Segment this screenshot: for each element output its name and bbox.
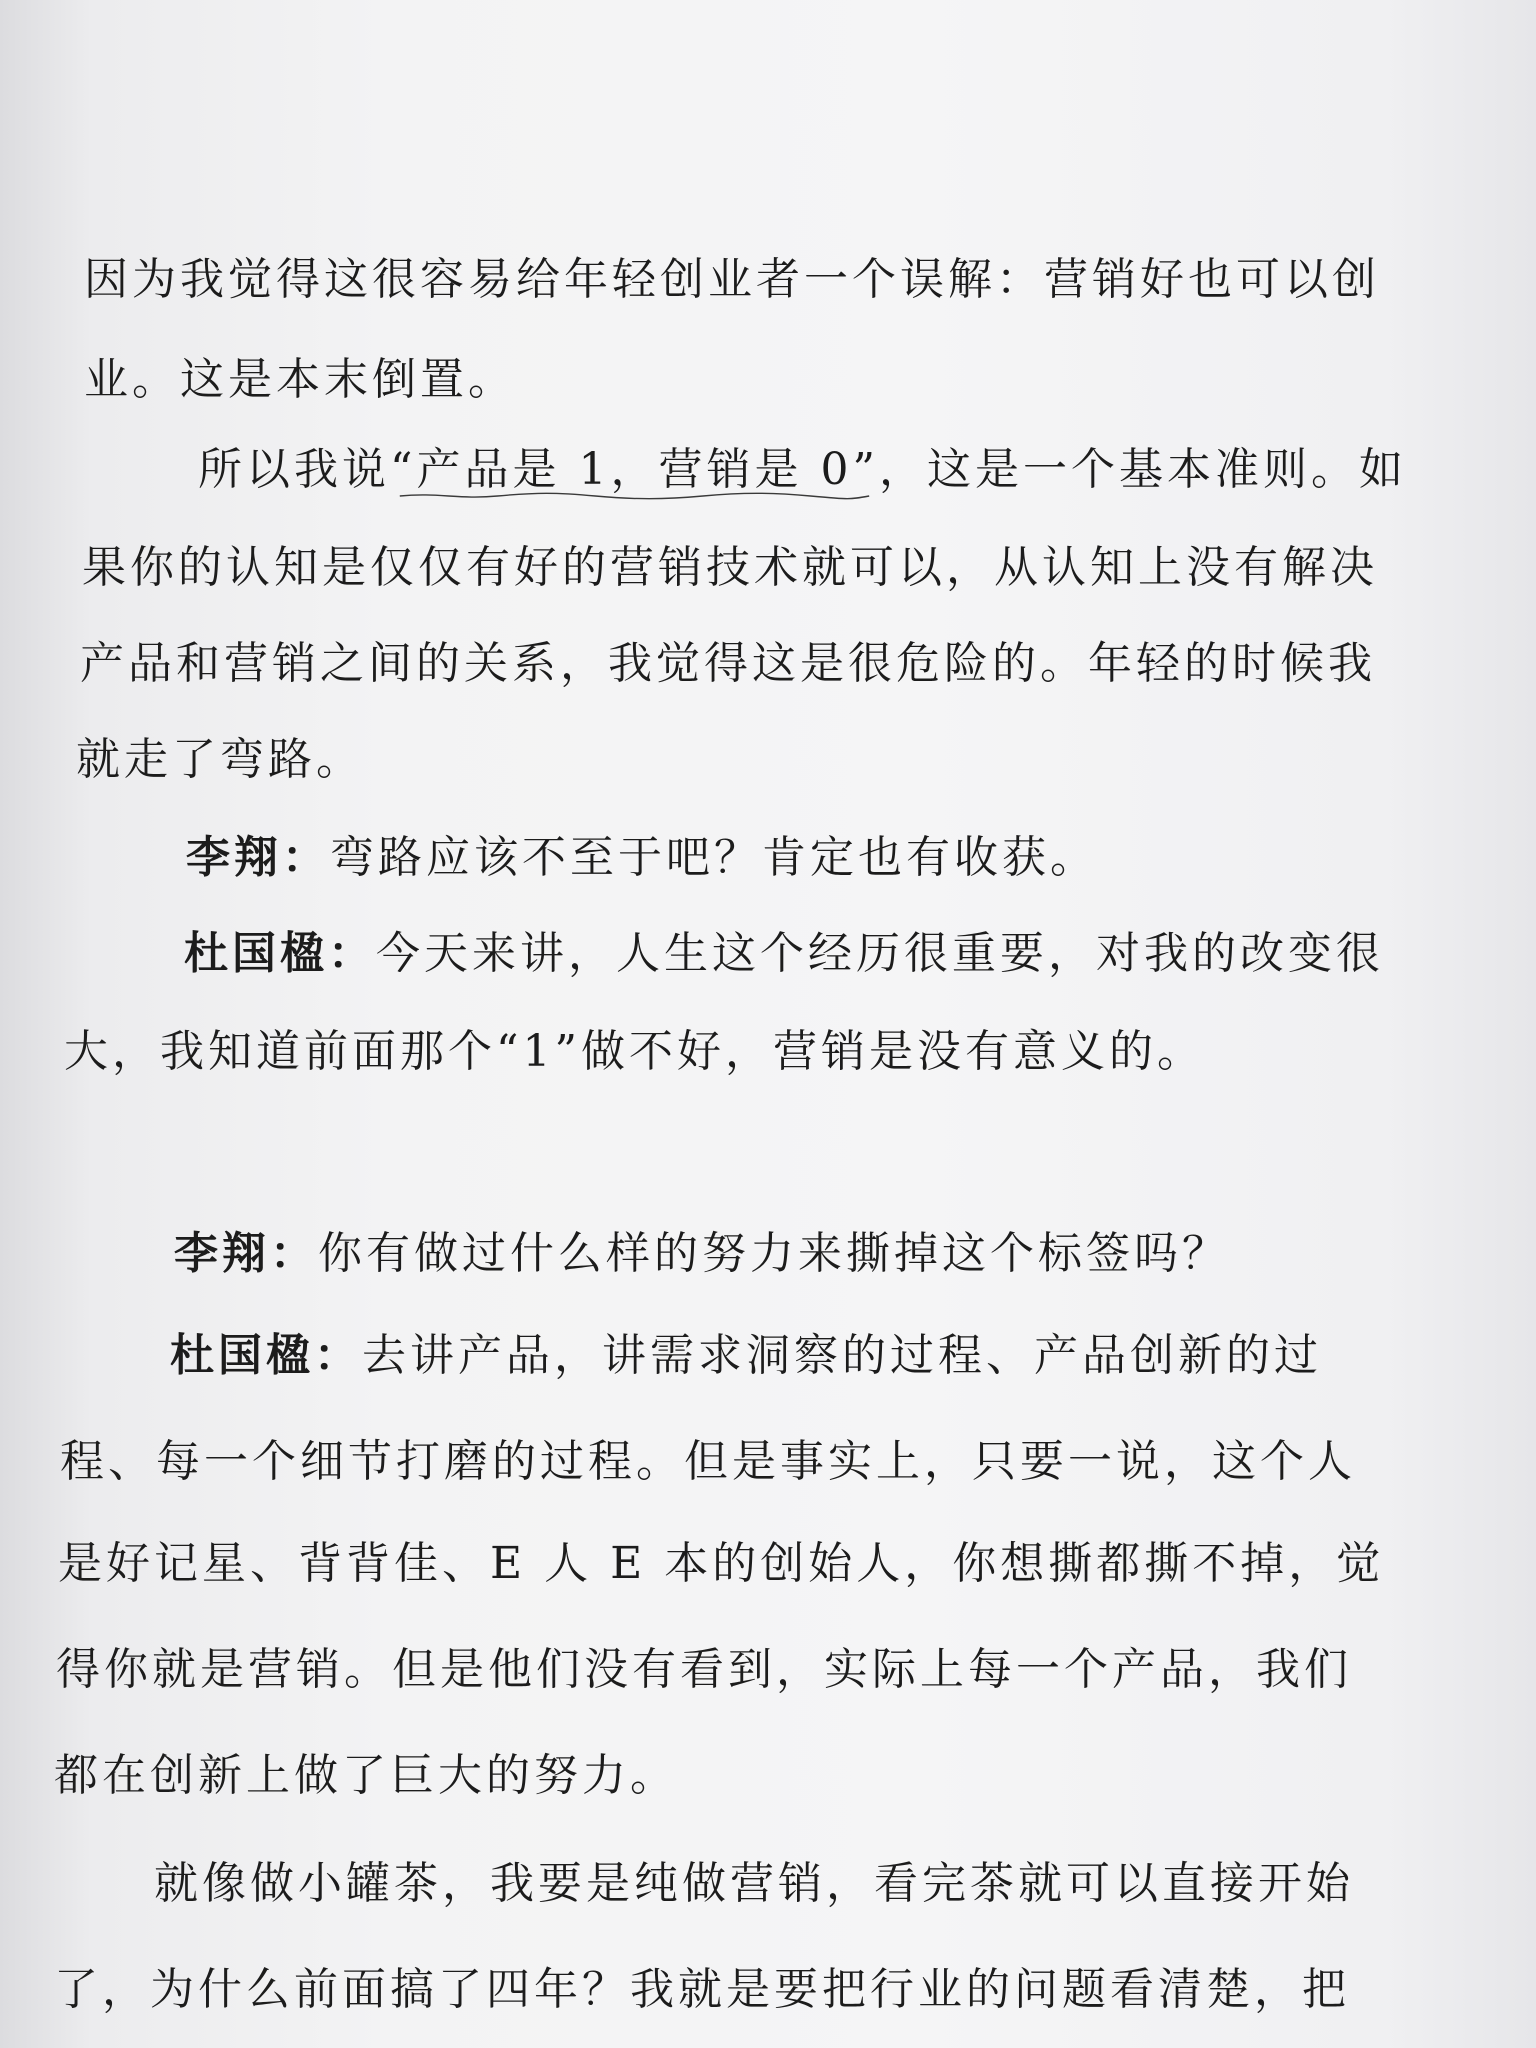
- speaker-name: 杜国楹：: [184, 928, 376, 979]
- text-line: 产品和营销之间的关系，我觉得这是很危险的。年轻的时候我: [80, 638, 1376, 689]
- text-line: 因为我觉得这很容易给年轻创业者一个误解：营销好也可以创: [84, 254, 1380, 305]
- text-line: 都在创新上做了巨大的努力。: [54, 1750, 678, 1801]
- speaker-name: 李翔：: [186, 832, 330, 883]
- dialog-text: 你有做过什么样的努力来撕掉这个标签吗？: [318, 1228, 1230, 1279]
- dialog-text: 弯路应该不至于吧？肯定也有收获。: [330, 832, 1098, 883]
- text-line: 就像做小罐茶，我要是纯做营销，看完茶就可以直接开始: [154, 1858, 1354, 1909]
- dialog-text: 今天来讲，人生这个经历很重要，对我的改变很: [376, 928, 1384, 979]
- underlined-quote: [390, 444, 879, 495]
- text-line: [198, 440, 1407, 500]
- speaker-name: 李翔：: [174, 1228, 318, 1279]
- text-line: 得你就是营销。但是他们没有看到，实际上每一个产品，我们: [56, 1644, 1352, 1695]
- dialog-text: 去讲产品，讲需求洞察的过程、产品创新的过: [362, 1330, 1322, 1381]
- speaker-name: 杜国楹：: [170, 1330, 362, 1381]
- dialog-line: [174, 1224, 1230, 1284]
- text-segment: ，这是一个基本准则。如: [878, 444, 1407, 495]
- dialog-line: [184, 924, 1384, 984]
- text-line: 程、每一个细节打磨的过程。但是事实上，只要一说，这个人: [60, 1436, 1356, 1487]
- quote-text: “产品是 1，营销是 0”: [390, 444, 879, 495]
- text-line: 大，我知道前面那个“1”做不好，营销是没有意义的。: [64, 1026, 1205, 1077]
- dialog-line: [186, 828, 1098, 888]
- text-segment: 所以我说: [198, 444, 390, 495]
- text-line: 就走了弯路。: [76, 734, 364, 785]
- pen-underline: [390, 487, 879, 505]
- text-line: 了，为什么前面搞了四年？我就是要把行业的问题看清楚，把: [54, 1964, 1350, 2015]
- text-line: 是好记星、背背佳、E 人 E 本的创始人，你想撕都撕不掉，觉: [58, 1538, 1385, 1589]
- text-line: 业。这是本末倒置。: [84, 354, 516, 405]
- dialog-line: [170, 1326, 1322, 1386]
- text-line: 果你的认知是仅仅有好的营销技术就可以，从认知上没有解决: [82, 542, 1378, 593]
